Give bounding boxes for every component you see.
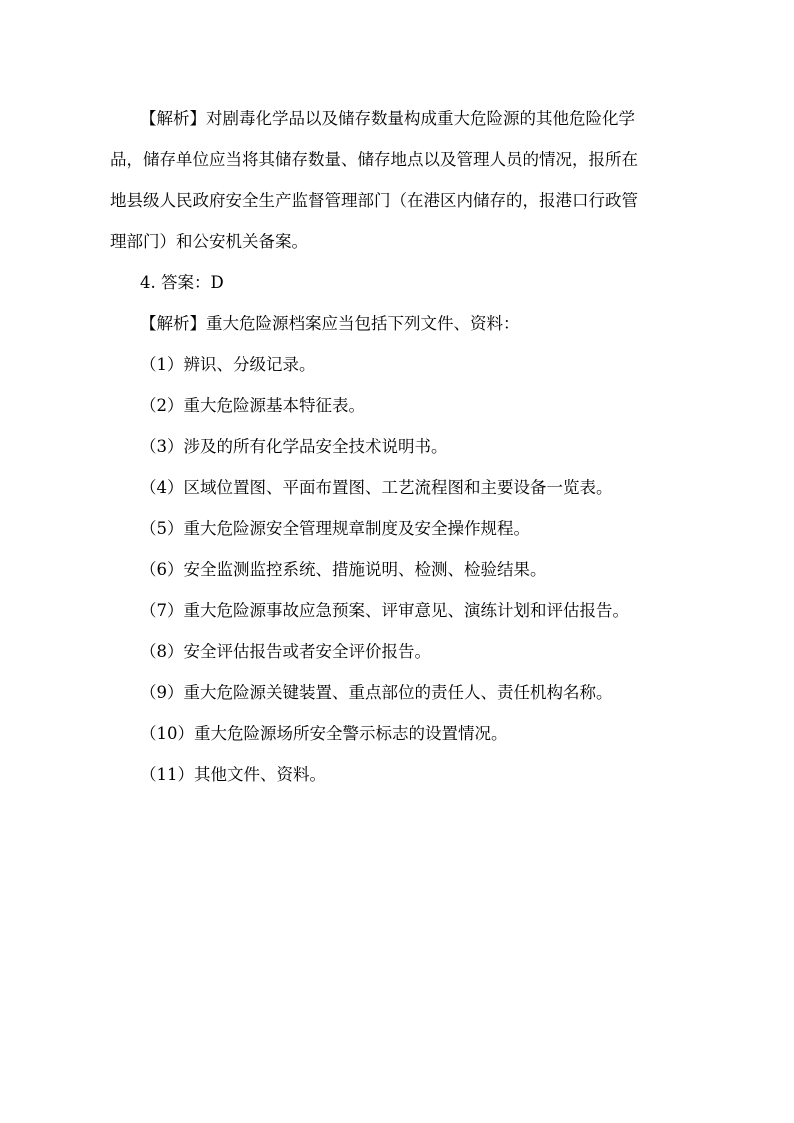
list-item: （11）其他文件、资料。 bbox=[140, 765, 326, 784]
list-item: （5）重大危险源安全管理规章制度及安全操作规程。 bbox=[140, 519, 530, 538]
analysis-3-line-1: 【解析】对剧毒化学品以及储存数量构成重大危险源的其他危险化学 bbox=[140, 109, 635, 128]
analysis-3-line-4: 理部门）和公安机关备案。 bbox=[110, 232, 308, 251]
list-item: （8）安全评估报告或者安全评价报告。 bbox=[140, 642, 431, 661]
list-item: （2）重大危险源基本特征表。 bbox=[140, 396, 365, 415]
list-item: （10）重大危险源场所安全警示标志的设置情况。 bbox=[140, 724, 508, 743]
list-item: （1）辨识、分级记录。 bbox=[140, 355, 316, 374]
analysis-4-intro: 【解析】重大危险源档案应当包括下列文件、资料： bbox=[140, 314, 520, 333]
analysis-3-line-3: 地县级人民政府安全生产监督管理部门（在港区内储存的，报港口行政管 bbox=[110, 191, 638, 210]
list-item: （4）区域位置图、平面布置图、工艺流程图和主要设备一览表。 bbox=[140, 478, 613, 497]
list-item: （9）重大危险源关键装置、重点部位的责任人、责任机构名称。 bbox=[140, 683, 613, 702]
list-item: （7）重大危险源事故应急预案、评审意见、演练计划和评估报告。 bbox=[140, 601, 629, 620]
list-item: （3）涉及的所有化学品安全技术说明书。 bbox=[140, 437, 448, 456]
analysis-3-line-2: 品，储存单位应当将其储存数量、储存地点以及管理人员的情况，报所在 bbox=[110, 150, 638, 169]
answer-4: 4. 答案：D bbox=[140, 273, 224, 292]
list-item: （6）安全监测监控系统、措施说明、检测、检验结果。 bbox=[140, 560, 547, 579]
